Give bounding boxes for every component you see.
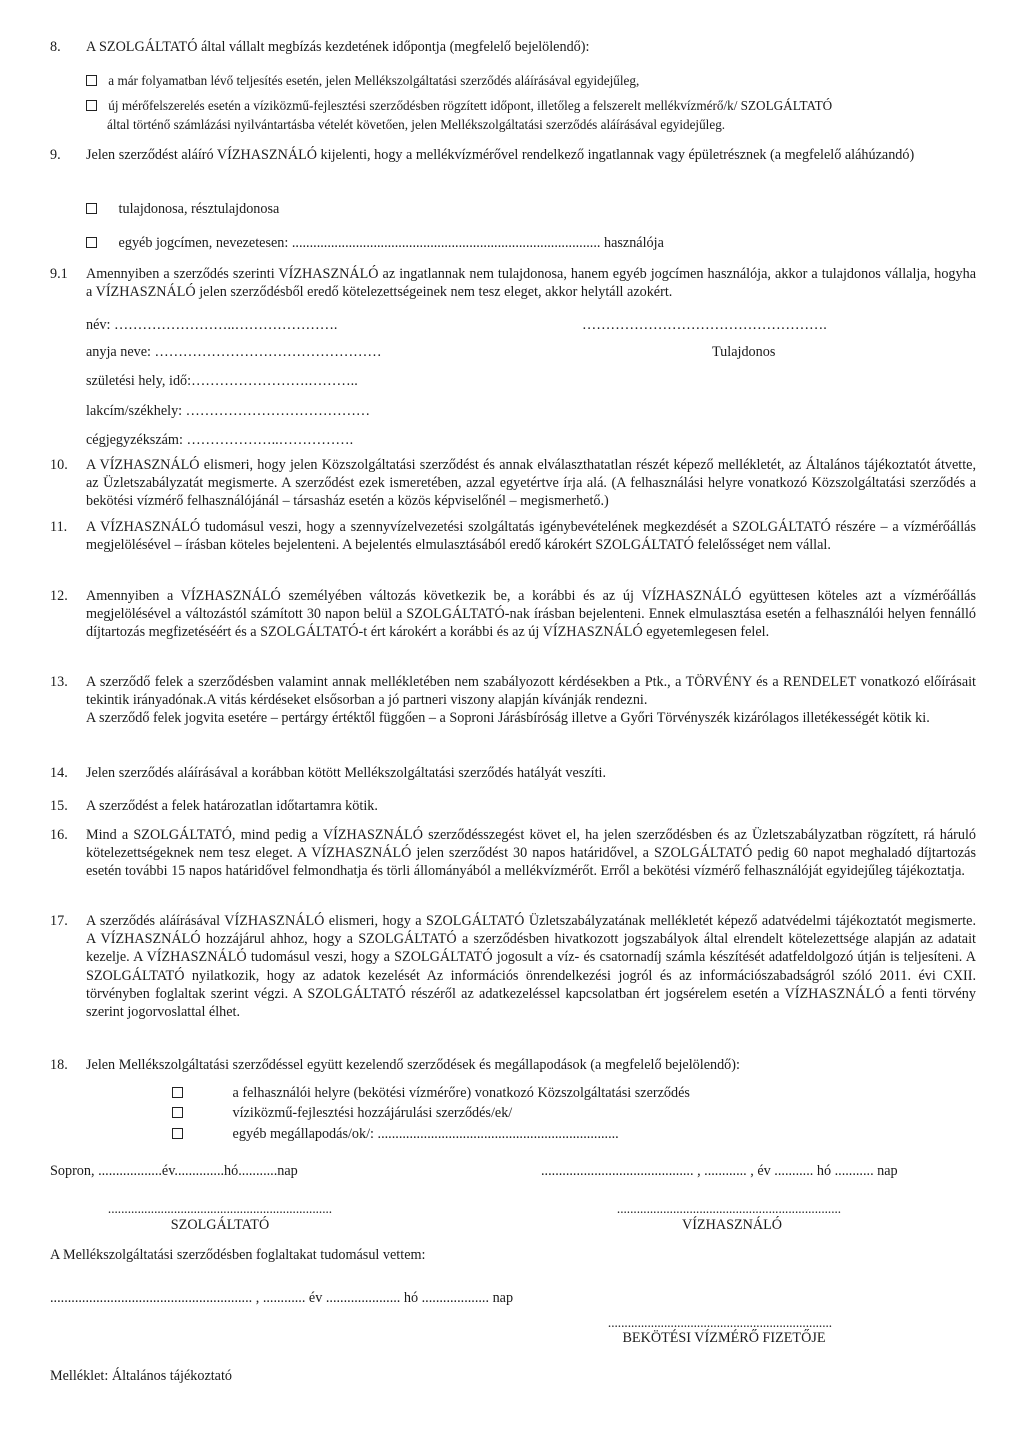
checkbox[interactable]: [172, 1087, 183, 1098]
section-number: 14.: [50, 765, 68, 781]
option-row: [86, 72, 639, 90]
birth-field[interactable]: születési hely, idő:…………………….………..: [86, 373, 358, 389]
option-label: új mérőfelszerelés esetén a víziközmű-fejlesztési szerződésben rögzített időpont, illetőleg a felszerelt mellékvízmérő/k/ SZOLGÁLTATÓ: [108, 98, 833, 113]
option-row: [172, 1104, 512, 1122]
attachment-note: Melléklet: Általános tájékoztató: [50, 1368, 233, 1384]
section-9: [50, 146, 976, 164]
option-row: [172, 1084, 690, 1102]
section-number: 9.1: [50, 266, 68, 282]
checkbox[interactable]: [86, 237, 97, 248]
section-number: 13.: [50, 674, 68, 690]
owner-label: Tulajdonos: [712, 344, 776, 360]
signature-line-right: ....................................................................: [616, 1201, 842, 1216]
option-row: [86, 234, 664, 252]
address-field[interactable]: lakcím/székhely: …………………………………: [86, 403, 371, 419]
section-text: A SZOLGÁLTATÓ által vállalt megbízás kezdetének időpontja (megfelelő bejelölendő):: [86, 39, 590, 55]
service-provider-label: SZOLGÁLTATÓ: [170, 1217, 270, 1233]
section-15: [50, 797, 976, 815]
section-number: 16.: [50, 827, 68, 843]
section-8: [50, 38, 976, 56]
section-number: 18.: [50, 1057, 68, 1073]
section-14: [50, 764, 976, 782]
section-17: [50, 912, 976, 1021]
section-number: 12.: [50, 588, 68, 604]
section-text: A VÍZHASZNÁLÓ tudomásul veszi, hogy a szennyvízelvezetési szolgáltatás igénybevételének megkezdését a SZOLGÁLTATÓ részére – a vízmérőállás megjelölésével – írásban köteles bejelenteni. A bejelentés elmulasztásából eredő károkért SZOLGÁLTATÓ felelősséget nem vállal.: [86, 519, 976, 554]
option-row: [86, 97, 832, 115]
section-text: A szerződést a felek határozatlan időtartamra kötik.: [86, 798, 378, 814]
option-row: [86, 200, 279, 218]
section-text: Mind a SZOLGÁLTATÓ, mind pedig a VÍZHASZNÁLÓ szerződésszegést követ el, ha jelen szerződésben és az Üzletszabályzatban rögzített, rá háruló kötelezettségeknek nem tesz eleget. A VÍZHASZNÁLÓ jelen szerződést 30 napos határidővel, a SZOLGÁLTATÓ pedig 60 napot meghaladó díjtartozás esetén további 15 napos határidővel felmondhatja és törli állományából a mellékvízmérőt. Erről a bekötési vízmérő felhasználóját egyidejűleg tájékoztatja.: [86, 827, 976, 880]
section-text: A VÍZHASZNÁLÓ elismeri, hogy jelen Közszolgáltatási szerződést és annak elválaszthatatlan részét képező mellékletét, az Általános tájékoztatót átvette, az Üzletszabályzatát megismerte. A szerződést ezek ismeretében, azzal egyetértve írja alá. (A felhasználási helyre vonatkozó Közszolgáltatási szerződés a bekötési vízmérő felhasználójánál – társasház esetén a közös képviselőnél – megismerhető.): [86, 457, 976, 510]
section-number: 11.: [50, 519, 68, 535]
owner-name-field[interactable]: név: ……………………..………………….: [86, 317, 338, 333]
mother-name-field[interactable]: anyja neve: …………………………………………: [86, 344, 382, 360]
option-label: tulajdonosa, résztulajdonosa: [118, 201, 280, 217]
date-right-field[interactable]: ........................................... , ............ , év ........... hó ........... nap: [541, 1163, 898, 1179]
section-9-1: [50, 265, 976, 301]
section-16: [50, 826, 976, 881]
option-label: egyéb jogcímen, nevezetesen: ....................................................................................... használója: [118, 235, 664, 251]
option-label: víziközmű-fejlesztési hozzájárulási szerződés/ek/: [232, 1105, 513, 1121]
section-18: [50, 1056, 976, 1074]
option-label: a már folyamatban lévő teljesítés esetén, jelen Mellékszolgáltatási szerződés aláírásával egyidejűleg,: [108, 73, 640, 88]
place-date-field[interactable]: Sopron, ..................év..............hó...........nap: [50, 1163, 298, 1179]
section-text: A szerződő felek a szerződésben valamint annak mellékletében nem szabályozott kérdésekben a Ptk., a TÖRVÉNY és a RENDELET vonatkozó előírásait tekintik irányadónak.A vitás kérdéseket elsősorban a jó partneri viszony alapján kívánják rendezni.: [86, 674, 976, 709]
section-text: Jelen Mellékszolgáltatási szerződéssel együtt kezelendő szerződések és megállapodások (a megfelelő bejelölendő):: [86, 1057, 740, 1073]
section-text: A szerződés aláírásával VÍZHASZNÁLÓ elismeri, hogy a SZOLGÁLTATÓ Üzletszabályzatának mellékletét képező adatvédelmi tájékoztatót megismerte. A VÍZHASZNÁLÓ hozzájárul ahhoz, hogy a SZOLGÁLTATÓ a szerződésben hivatkozott jogszabályok által elrendelt kötelezettsége alapján az adatait kezelje. A VÍZHASZNÁLÓ tudomásul veszi, hogy a SZOLGÁLTATÓ jogosult a víz- és csatornadíj számla készítését adatfeldolgozó útján is teljesíteni. A SZOLGÁLTATÓ nyilatkozik, hogy az adatok kezelését Az információs önrendelkezési jogról és az információszabadságról szóló 2011. évi CXII. törvényben foglaltak szerint végzi. A SZOLGÁLTATÓ részéről az adatkezeléssel kapcsolatban ért jogsérelem esetén a VÍZHASZNÁLÓ a fenti törvény szerint jogorvoslattal élhet.: [86, 913, 976, 1021]
checkbox[interactable]: [172, 1128, 183, 1139]
section-number: 10.: [50, 457, 68, 473]
section-number: 8.: [50, 39, 61, 55]
signature-line-left: ....................................................................: [107, 1201, 333, 1216]
section-number: 15.: [50, 798, 68, 814]
checkbox[interactable]: [86, 100, 97, 111]
section-10: [50, 456, 976, 511]
section-text-2: A szerződő felek jogvita esetére – pertárgy értéktől függően – a Soproni Járásbíróság illetve a Győri Törvényszék kizárólagos illetékességét kötik ki.: [86, 710, 930, 727]
checkbox[interactable]: [172, 1107, 183, 1118]
meter-payer-label: BEKÖTÉSI VÍZMÉRŐ FIZETŐJE: [622, 1330, 826, 1346]
section-text: Jelen szerződést aláíró VÍZHASZNÁLÓ kijelenti, hogy a mellékvízmérővel rendelkező ingatlannak vagy épületrésznek (a megfelelő aláhúzandó): [86, 147, 915, 163]
company-reg-field[interactable]: cégjegyzékszám: ………………..…………….: [86, 432, 354, 448]
section-number: 9.: [50, 147, 61, 163]
section-13: [50, 673, 976, 728]
checkbox[interactable]: [86, 203, 97, 214]
section-11: [50, 518, 976, 554]
option-label: egyéb megállapodás/ok/: ....................................................................: [232, 1126, 619, 1142]
option-label-cont: által történő számlázási nyilvántartásba vételét követően, jelen Mellékszolgáltatási szerződés aláírásával egyidejűleg.: [107, 117, 726, 132]
signature-line-bottom: ....................................................................: [607, 1315, 833, 1330]
checkbox[interactable]: [86, 75, 97, 86]
section-text: Amennyiben a VÍZHASZNÁLÓ személyében változás következik be, a korábbi és az új VÍZHASZNÁLÓ együttesen köteles azt a vízmérőállás megjelölésével a változástól számított 30 napon belül a SZOLGÁLTATÓ-nak írásban bejelenteni. Ennek elmulasztása esetén a felhasználói helyen fennálló díjtartozás megfizetéséért és a SZOLGÁLTATÓ-t ért károkért a korábbi és az új VÍZHASZNÁLÓ egyetemlegesen felel.: [86, 588, 976, 641]
owner-signature-line: …………………………………………….: [582, 317, 827, 333]
section-number: 17.: [50, 913, 68, 929]
section-text: Amennyiben a szerződés szerinti VÍZHASZNÁLÓ az ingatlannak nem tulajdonosa, hanem egyéb jogcímen használója, akkor a tulajdonos vállalja, hogyha a VÍZHASZNÁLÓ jelen szerződésből eredő kötelezettségeinek nem tesz eleget, akkor helytáll azokért.: [86, 266, 976, 301]
section-12: [50, 587, 976, 642]
acknowledgement-text: A Mellékszolgáltatási szerződésben foglaltakat tudomásul vettem:: [50, 1247, 426, 1263]
section-text: Jelen szerződés aláírásával a korábban kötött Mellékszolgáltatási szerződés hatályát veszíti.: [86, 765, 606, 781]
option-row: [172, 1125, 619, 1143]
water-user-label: VÍZHASZNÁLÓ: [681, 1217, 783, 1233]
acknowledgement-date-field[interactable]: ......................................................... , ............ év ..................... hó ................... nap: [50, 1290, 514, 1306]
option-label: a felhasználói helyre (bekötési vízmérőre) vonatkozó Közszolgáltatási szerződés: [232, 1085, 690, 1101]
